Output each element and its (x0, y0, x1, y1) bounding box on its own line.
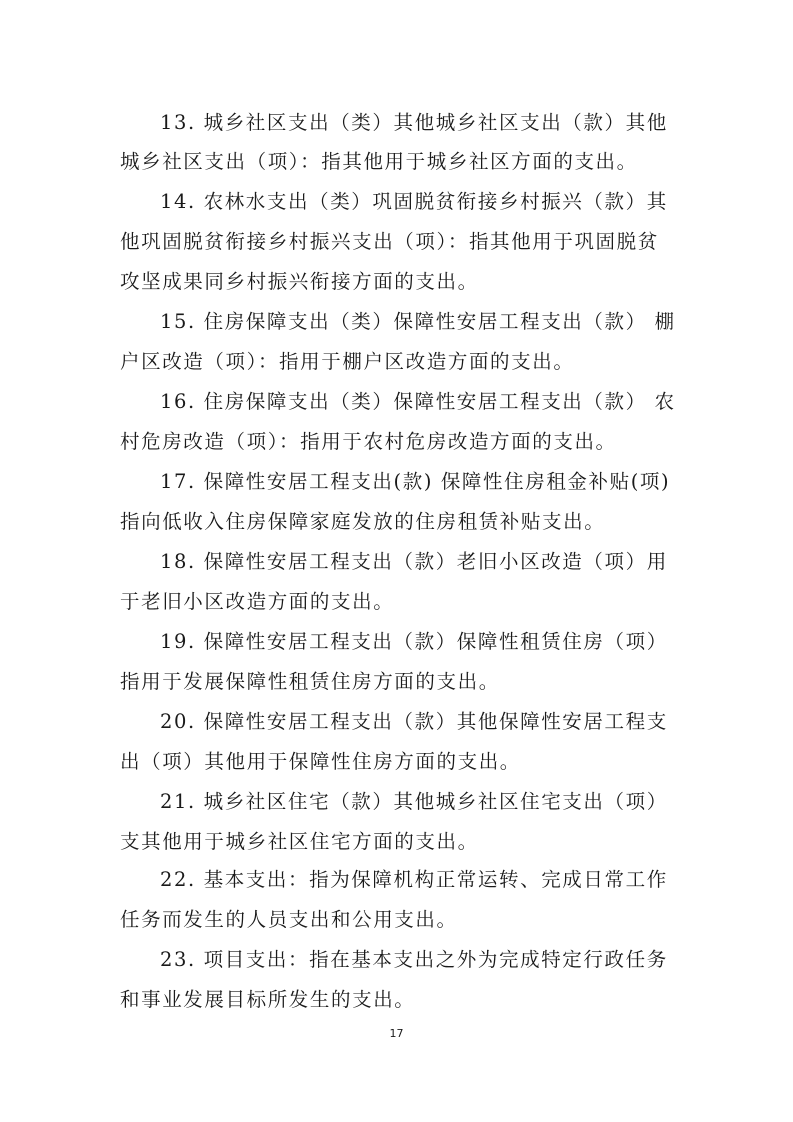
paragraph-19-line-1: 19. 保障性安居工程支出（款）保障性租赁住房（项） (160, 630, 668, 653)
paragraph-20-line-2: 出（项）其他用于保障性住房方面的支出。 (120, 750, 521, 773)
paragraph-23-line-1: 23. 项目支出：指在基本支出之外为完成特定行政任务 (160, 948, 668, 971)
paragraph-16-line-2: 村危房改造（项）：指用于农村危房改造方面的支出。 (120, 430, 617, 453)
paragraph-17-line-1: 17. 保障性安居工程支出(款) 保障性住房租金补贴(项) (160, 470, 671, 493)
paragraph-15-line-1: 15. 住房保障支出（类）保障性安居工程支出（款） 棚 (160, 310, 676, 333)
paragraph-15-line-2: 户区改造（项）：指用于棚户区改造方面的支出。 (120, 350, 575, 373)
paragraph-22-line-2: 任务而发生的人员支出和公用支出。 (120, 908, 458, 931)
paragraph-17-line-2: 指向低收入住房保障家庭发放的住房租赁补贴支出。 (120, 510, 606, 533)
paragraph-13-line-2: 城乡社区支出（项）：指其他用于城乡社区方面的支出。 (120, 150, 638, 173)
paragraph-14-line-2: 他巩固脱贫衔接乡村振兴支出（项）：指其他用于巩固脱贫 (120, 230, 659, 253)
paragraph-13-line-1: 13. 城乡社区支出（类）其他城乡社区支出（款）其他 (160, 111, 668, 134)
paragraph-20-line-1: 20. 保障性安居工程支出（款）其他保障性安居工程支 (160, 710, 668, 733)
page-number: 17 (389, 1027, 404, 1040)
paragraph-18-line-1: 18. 保障性安居工程支出（款）老旧小区改造（项）用 (160, 550, 668, 573)
paragraph-21-line-1: 21. 城乡社区住宅（款）其他城乡社区住宅支出（项） (160, 790, 668, 813)
paragraph-14-line-3: 攻坚成果同乡村振兴衔接方面的支出。 (120, 270, 479, 293)
paragraph-14-line-1: 14. 农林水支出（类）巩固脱贫衔接乡村振兴（款）其 (160, 190, 668, 213)
paragraph-21-line-2: 支其他用于城乡社区住宅方面的支出。 (120, 830, 479, 853)
paragraph-22-line-1: 22. 基本支出：指为保障机构正常运转、完成日常工作 (160, 868, 668, 891)
paragraph-16-line-1: 16. 住房保障支出（类）保障性安居工程支出（款） 农 (160, 390, 676, 413)
paragraph-18-line-2: 于老旧小区改造方面的支出。 (120, 590, 395, 613)
paragraph-23-line-2: 和事业发展目标所发生的支出。 (120, 988, 416, 1011)
paragraph-19-line-2: 指用于发展保障性租赁住房方面的支出。 (120, 670, 500, 693)
